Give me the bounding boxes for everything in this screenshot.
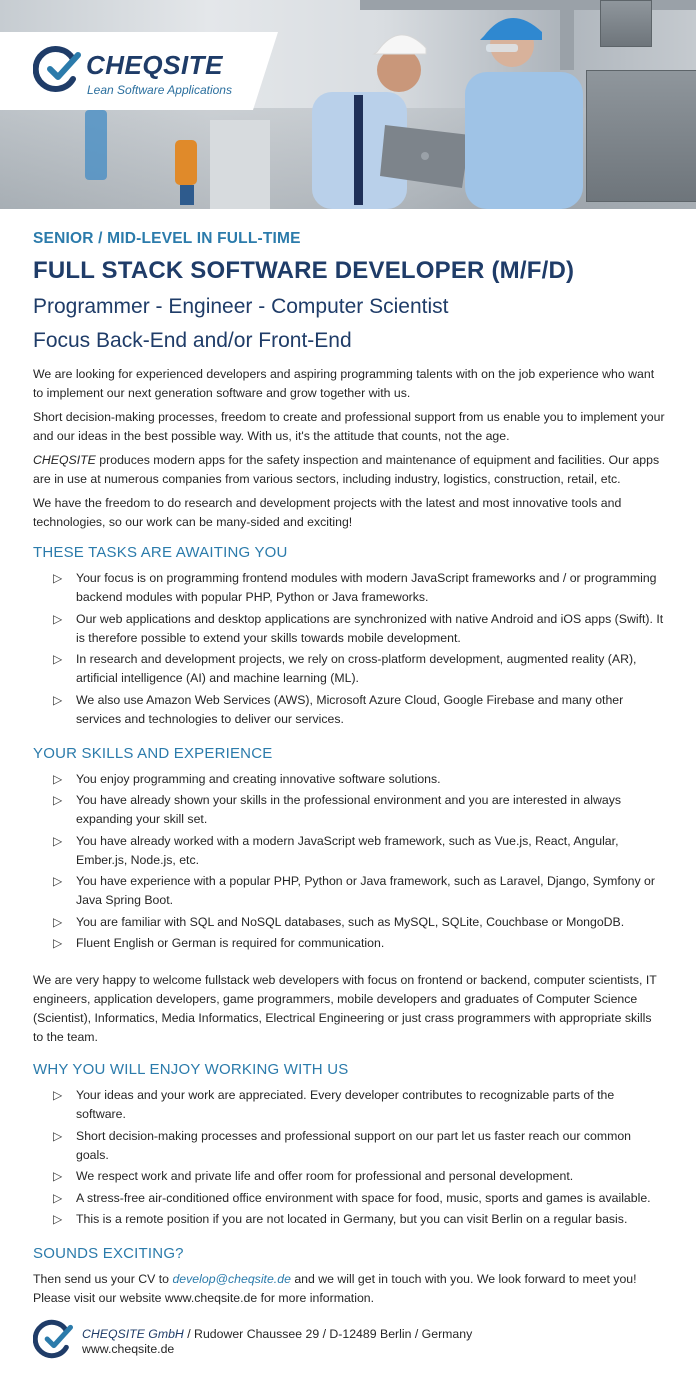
cta-text-pre: Then send us your CV to	[33, 1272, 173, 1286]
employment-type: SENIOR / MID-LEVEL IN FULL-TIME	[33, 230, 301, 247]
list-item-text: We also use Amazon Web Services (AWS), Microsoft Azure Cloud, Google Firebase and many other services and technologies to deliver our services.	[76, 692, 624, 726]
footer-address	[82, 1327, 472, 1341]
company-name: CHEQSITE GmbH	[82, 1327, 184, 1341]
job-title: FULL STACK SOFTWARE DEVELOPER (M/F/D)	[33, 257, 575, 284]
logo-tagline: Lean Software Applications	[87, 83, 232, 97]
list-item	[53, 610, 665, 648]
list-item	[53, 770, 665, 789]
footer	[33, 1317, 665, 1361]
list-item	[53, 791, 665, 829]
list-item-text: We respect work and private life and offer room for professional and personal development.	[76, 1169, 574, 1183]
triangle-bullet-icon: ▷	[53, 692, 63, 707]
triangle-bullet-icon: ▷	[53, 1169, 63, 1183]
list-item	[53, 1167, 665, 1186]
list-item	[53, 1086, 665, 1124]
list-item	[53, 650, 665, 688]
intro-paragraph-3-text: produces modern apps for the safety inspection and maintenance of equipment and facilities. Our apps are in use at numerous companies from various sectors, including industry, logistics, construction, retail, etc.	[33, 453, 660, 486]
triangle-bullet-icon: ▷	[53, 771, 63, 786]
list-item	[53, 1210, 665, 1229]
cta-heading: SOUNDS EXCITING?	[33, 1245, 184, 1262]
job-subtitle-roles: Programmer - Engineer - Computer Scientist	[33, 295, 449, 318]
triangle-bullet-icon: ▷	[53, 793, 63, 807]
list-item-text: In research and development projects, we rely on cross-platform development, augmented reality (AR), artificial intelligence (AI) and machine learning (ML).	[76, 652, 637, 685]
enjoy-list	[33, 1086, 665, 1229]
triangle-bullet-icon: ▷	[53, 936, 63, 950]
intro-paragraph-4: We have the freedom to do research and development projects with the latest and most innovative tools and technologies, so our work can be many-sided and exciting!	[33, 496, 622, 529]
logo-name: CHEQSITE	[86, 50, 223, 80]
cheqsite-logo-icon	[33, 1319, 73, 1359]
triangle-bullet-icon: ▷	[53, 914, 63, 929]
list-item-text: Fluent English or German is required for communication.	[76, 936, 385, 950]
address-text: / Rudower Chaussee 29 / D-12489 Berlin / Germany	[183, 1327, 473, 1341]
list-item-text: Our web applications and desktop applications are synchronized with native Android and iOS apps (Swift). It is therefore possible to extend your skills towards mobile development.	[76, 611, 664, 645]
triangle-bullet-icon: ▷	[53, 1088, 63, 1102]
triangle-bullet-icon: ▷	[53, 571, 63, 585]
brand-name: CHEQSITE	[33, 453, 96, 467]
triangle-bullet-icon: ▷	[53, 874, 63, 888]
list-item	[53, 872, 665, 910]
intro-paragraph-3	[33, 451, 665, 489]
skills-list	[33, 770, 665, 954]
triangle-bullet-icon: ▷	[53, 652, 63, 666]
triangle-bullet-icon: ▷	[53, 833, 63, 848]
list-item-text: You have already shown your skills in the professional environment and you are interested in always expanding your skill set.	[76, 793, 622, 826]
list-item-text: A stress-free air-conditioned office environment with space for food, music, sports and games is available.	[76, 1190, 651, 1205]
cta-text-post: and we will get in touch with you. We look forward to meet you!	[290, 1272, 637, 1286]
triangle-bullet-icon: ▷	[53, 1190, 63, 1205]
list-item-text: You have experience with a popular PHP, Python or Java framework, such as Laravel, Django, Symfony or Java Spring Boot.	[76, 874, 655, 907]
list-item	[53, 832, 665, 870]
cheqsite-logo-icon	[33, 45, 81, 93]
list-item-text: This is a remote position if you are not located in Germany, but you can visit Berlin on a regular basis.	[76, 1212, 628, 1226]
job-posting	[33, 230, 665, 1313]
triangle-bullet-icon: ▷	[53, 611, 63, 626]
list-item-text: You have already worked with a modern JavaScript web framework, such as Vue.js, React, Angular, Ember.js, Node.js, etc.	[76, 833, 619, 867]
cta-line-1	[33, 1270, 665, 1289]
hero-image	[0, 0, 696, 209]
triangle-bullet-icon: ▷	[53, 1212, 63, 1226]
tasks-list	[33, 569, 665, 729]
list-item	[53, 691, 665, 729]
list-item-text: Your ideas and your work are appreciated. Every developer contributes to recognizable parts of the software.	[76, 1088, 615, 1121]
list-item-text: You enjoy programming and creating innovative software solutions.	[76, 771, 441, 786]
cta-line-2: Please visit our website www.cheqsite.de for more information.	[33, 1291, 375, 1305]
intro-paragraph-2: Short decision-making processes, freedom to create and professional support from us enable you to implement your and our ideas in the best possible way. With us, it's the attitude that counts, not the age.	[33, 410, 665, 443]
tasks-heading: THESE TASKS ARE AWAITING YOU	[33, 544, 288, 561]
intro-paragraph-1: We are looking for experienced developers and aspiring programming talents with on the job experience who want to implement our next generation software and grow together with us.	[33, 367, 655, 400]
footer-website-link[interactable]: www.cheqsite.de	[82, 1342, 175, 1356]
skills-heading: YOUR SKILLS AND EXPERIENCE	[33, 744, 273, 762]
list-item-text: Short decision-making processes and professional support on our part let us faster reach our common goals.	[76, 1128, 632, 1162]
list-item	[53, 1127, 665, 1165]
email-link[interactable]: develop@cheqsite.de	[172, 1272, 291, 1286]
list-item-text: Your focus is on programming frontend modules with modern JavaScript frameworks and / or programming backend modules with popular PHP, Python or Java frameworks.	[76, 571, 657, 604]
enjoy-heading: WHY YOU WILL ENJOY WORKING WITH US	[33, 1061, 349, 1078]
list-item	[53, 1189, 665, 1208]
job-subtitle-focus: Focus Back-End and/or Front-End	[33, 329, 352, 352]
list-item-text: You are familiar with SQL and NoSQL databases, such as MySQL, SQLite, Couchbase or MongoDB.	[76, 914, 625, 929]
welcome-paragraph: We are very happy to welcome fullstack web developers with focus on frontend or backend, computer scientists, IT engineers, application developers, game programmers, mobile developers and graduates of Computer Science (Scientist), Informatics, Media Informatics, Electrical Engineering or just crass programmers with appropriate skills to the team.	[33, 973, 657, 1044]
triangle-bullet-icon: ▷	[53, 1128, 63, 1143]
list-item	[53, 569, 665, 607]
list-item	[53, 934, 665, 953]
list-item	[53, 913, 665, 932]
